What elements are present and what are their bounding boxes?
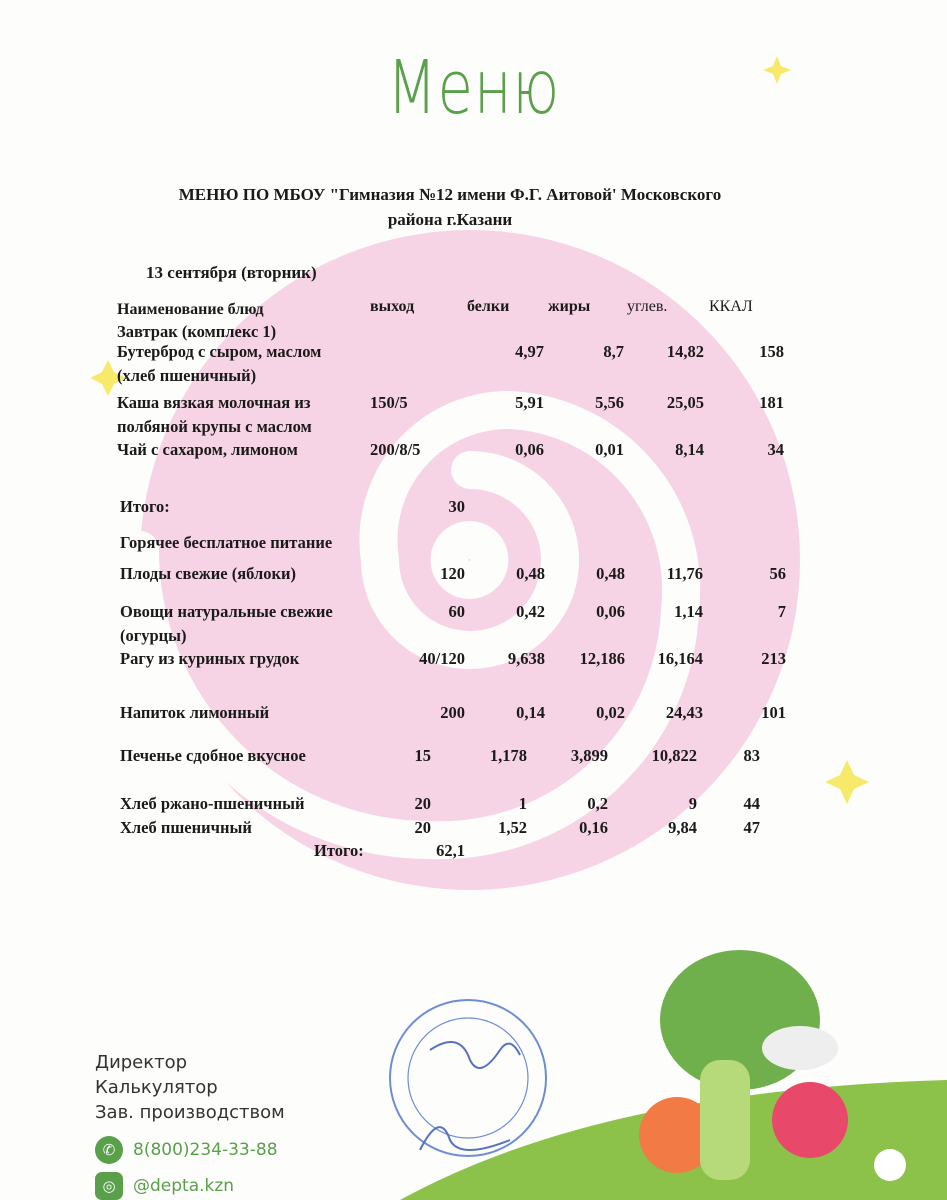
cell-carbs: 1,14 (674, 602, 703, 621)
instagram-icon: ◎ (95, 1172, 123, 1200)
cell-kcal: 34 (767, 440, 784, 459)
cell-fat: 8,7 (603, 342, 624, 361)
cell-carbs: 16,164 (657, 649, 703, 668)
dish-name: Рагу из куриных грудок (120, 649, 300, 668)
cell-output: 15 (414, 746, 431, 765)
cell-kcal: 56 (769, 564, 786, 583)
dish-name: Плоды свежие (яблоки) (120, 564, 296, 583)
dish-name: Печенье сдобное вкусное (120, 746, 306, 765)
cell-output: 120 (440, 564, 465, 583)
cell-kcal: 47 (743, 818, 760, 837)
role-director: Директор (95, 1052, 188, 1073)
header-output: выход (370, 298, 415, 315)
cell-kcal: 44 (743, 794, 760, 813)
cell-fat: 0,16 (579, 818, 608, 837)
cell-fat: 0,48 (596, 564, 625, 583)
phone-icon: ✆ (95, 1136, 123, 1164)
cell-fat: 12,186 (579, 649, 625, 668)
cell-output: 20 (414, 794, 431, 813)
official-stamp (390, 1000, 546, 1156)
menu-logo: Меню (386, 45, 561, 131)
signature (420, 1042, 520, 1150)
role-calculator: Калькулятор (95, 1077, 218, 1098)
cell-kcal: 158 (759, 342, 784, 361)
dish-name: Напиток лимонный (120, 703, 270, 722)
header-protein: белки (467, 298, 510, 315)
cell-protein: 0,42 (516, 602, 545, 621)
dish-name-continued: полбяной крупы с маслом (117, 417, 312, 436)
cell-fat: 0,01 (595, 440, 624, 459)
cell-output: 30 (448, 497, 465, 516)
header-fat: жиры (548, 298, 591, 315)
cell-carbs: 9,84 (668, 818, 697, 837)
cell-fat: 0,06 (596, 602, 625, 621)
cell-fat: 3,899 (570, 746, 608, 765)
cell-fat: 0,2 (587, 794, 608, 813)
cell-protein: 1,178 (489, 746, 527, 765)
role-production-head: Зав. производством (95, 1102, 285, 1123)
dish-name: Овощи натуральные свежие (120, 602, 333, 621)
cell-protein: 0,06 (515, 440, 544, 459)
cell-carbs: 25,05 (666, 393, 704, 412)
cell-output: 62,1 (436, 841, 465, 860)
cell-protein: 1 (518, 794, 527, 813)
cell-protein: 1,52 (498, 818, 527, 837)
cell-kcal: 7 (777, 602, 786, 621)
page-title: МЕНЮ ПО МБОУ "Гимназия №12 имени Ф.Г. Аитовой' Московского района г.Казани (178, 185, 722, 229)
cell-output: 40/120 (419, 649, 465, 668)
cell-kcal: 83 (743, 746, 760, 765)
dish-name: Итого: (314, 841, 364, 860)
cell-protein: 4,97 (515, 342, 544, 361)
cell-protein: 0,48 (516, 564, 545, 583)
header-carbs: углев. (627, 298, 668, 315)
cell-carbs: 14,82 (666, 342, 704, 361)
dish-name: Хлеб ржано-пшеничный (120, 794, 305, 813)
phone-contact[interactable]: ✆ 8(800)234-33-88 (95, 1136, 278, 1164)
cell-kcal: 101 (761, 703, 786, 722)
cell-kcal: 181 (759, 393, 784, 412)
dish-name: Завтрак (комплекс 1) (117, 322, 277, 341)
cell-carbs: 8,14 (675, 440, 704, 459)
header-kcal: ККАЛ (709, 298, 753, 315)
cell-protein: 5,91 (515, 393, 544, 412)
cell-carbs: 10,822 (651, 746, 697, 765)
cell-output: 150/5 (370, 393, 408, 412)
header-name: Наименование блюд (117, 301, 264, 318)
cell-output: 200 (440, 703, 465, 722)
cell-output: 20 (414, 818, 431, 837)
cell-protein: 0,14 (516, 703, 545, 722)
cell-carbs: 11,76 (666, 564, 703, 583)
dish-name: Каша вязкая молочная из (117, 393, 311, 412)
dish-name: Итого: (120, 497, 170, 516)
cell-kcal: 213 (761, 649, 786, 668)
dish-name: Хлеб пшеничный (120, 818, 252, 837)
instagram-contact[interactable]: ◎ @depta.kzn (95, 1172, 234, 1200)
menu-date: 13 сентября (вторник) (146, 263, 317, 282)
cell-output: 200/8/5 (370, 440, 421, 459)
cell-fat: 0,02 (596, 703, 625, 722)
dish-name: Бутерброд с сыром, маслом (117, 342, 322, 361)
cell-fat: 5,56 (595, 393, 624, 412)
cell-output: 60 (448, 602, 465, 621)
dish-name-continued: (хлеб пшеничный) (117, 366, 257, 385)
cell-protein: 9,638 (507, 649, 545, 668)
cell-carbs: 24,43 (665, 703, 703, 722)
dish-name-continued: (огурцы) (120, 626, 187, 645)
dish-name: Горячее бесплатное питание (120, 533, 333, 552)
cell-carbs: 9 (688, 794, 697, 813)
dish-name: Чай с сахаром, лимоном (117, 440, 298, 459)
